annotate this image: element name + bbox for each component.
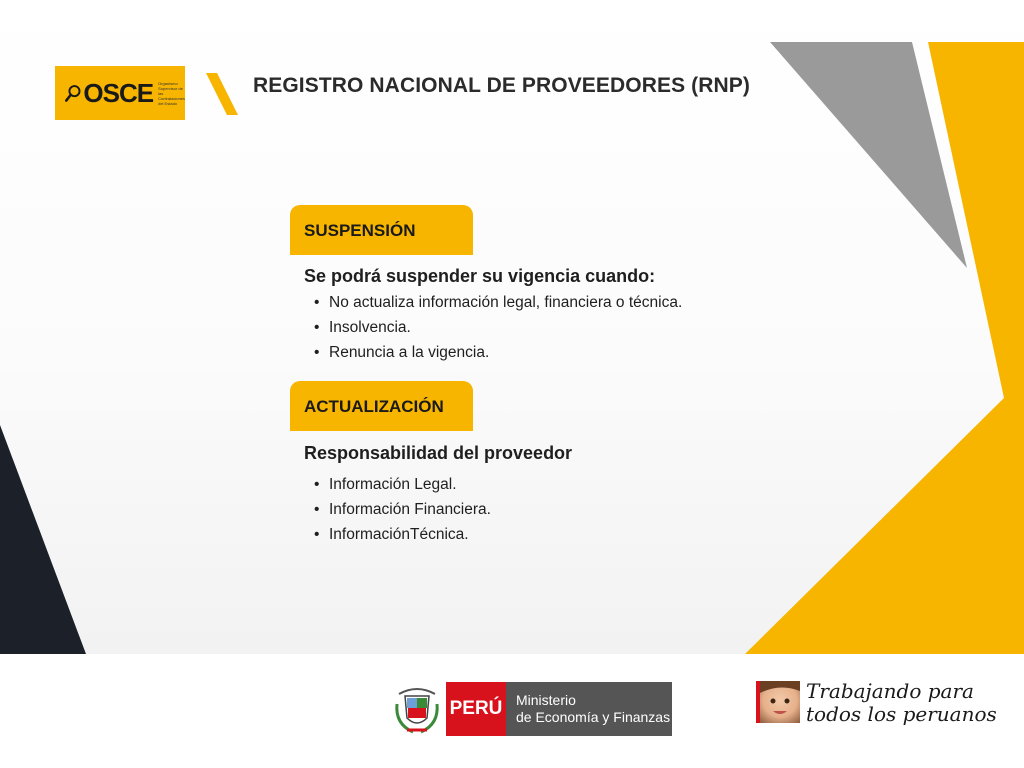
list-item-text: Información Legal. (329, 476, 457, 493)
list-item (314, 342, 682, 367)
bullet-glyph: • (314, 476, 320, 493)
suspension-bullet-list (314, 292, 682, 367)
actualizacion-bullet-list (314, 474, 491, 549)
logo-wordmark: OSCE (83, 77, 154, 108)
osce-logo (55, 66, 185, 120)
list-item-text: InformaciónTécnica. (329, 526, 469, 543)
list-item (314, 474, 491, 499)
ministry-line-2: de Economía y Finanzas (516, 709, 671, 725)
list-item-text: Insolvencia. (329, 319, 411, 336)
page-title: REGISTRO NACIONAL DE PROVEEDORES (RNP) (253, 74, 750, 97)
slogan-line-2: todos los peruanos (806, 702, 997, 726)
tab-actualizacion: ACTUALIZACIÓN (290, 381, 473, 431)
actualizacion-heading: Responsabilidad del proveedor (304, 443, 573, 463)
list-item (314, 317, 682, 342)
suspension-heading: Se podrá suspender su vigencia cuando: (304, 266, 656, 286)
ministry-brand (506, 682, 672, 736)
bullet-glyph: • (314, 526, 320, 543)
bullet-glyph: • (314, 319, 320, 336)
bullet-glyph: • (314, 344, 320, 361)
bullet-glyph: • (314, 294, 320, 311)
tab-suspension: SUSPENSIÓN (290, 205, 473, 255)
title-slash-mark (206, 73, 238, 115)
list-item-text: Información Financiera. (329, 501, 491, 518)
baby-photo (756, 681, 800, 723)
bullet-glyph: • (314, 501, 320, 518)
peru-brand: PERÚ (446, 682, 506, 736)
list-item-text: No actualiza información legal, financiera o técnica. (329, 294, 683, 311)
list-item-text: Renuncia a la vigencia. (329, 344, 490, 361)
slogan (806, 680, 997, 726)
national-seal-icon (393, 684, 441, 738)
list-item (314, 499, 491, 524)
left-dark-wedge (0, 425, 86, 654)
list-item (314, 292, 682, 317)
slogan-line-1: Trabajando para (806, 679, 974, 703)
list-item (314, 524, 491, 549)
magnifier-icon (65, 78, 81, 108)
logo-subtext: Organismo Supervisor de las Contrataciones del Estado (158, 80, 186, 106)
ministry-line-1: Ministerio (516, 692, 576, 708)
